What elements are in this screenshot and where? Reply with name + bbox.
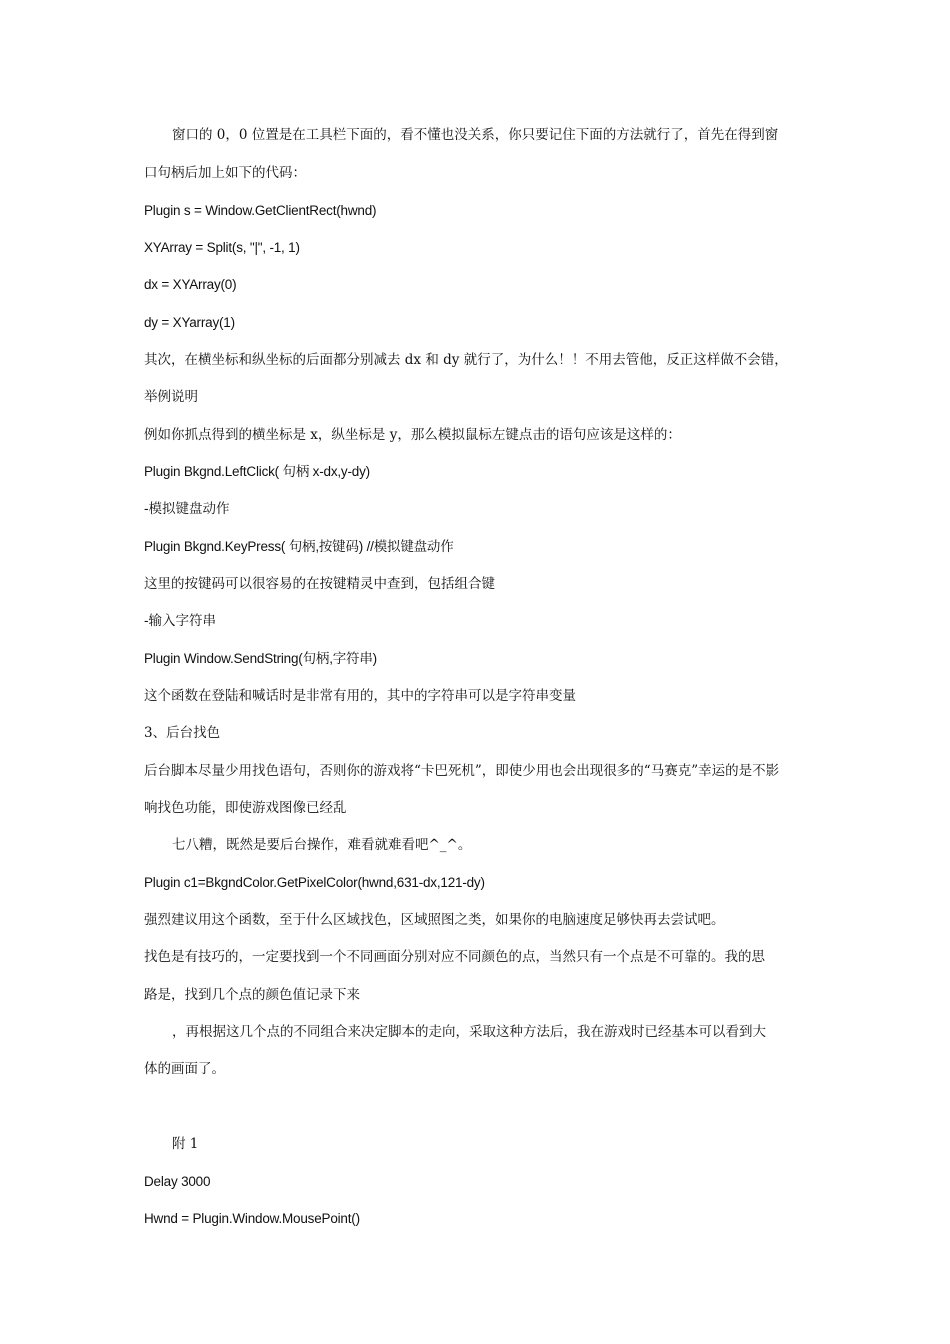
appendix-heading: 附 1 bbox=[172, 1136, 199, 1152]
code-line: Plugin Window.SendString(句柄,字符串) bbox=[144, 651, 377, 666]
paragraph-line: 路是，找到几个点的颜色值记录下来 bbox=[144, 987, 360, 1003]
paragraph-line: 响找色功能，即使游戏图像已经乱 bbox=[144, 800, 347, 816]
paragraph-line: 这个函数在登陆和喊话时是非常有用的，其中的字符串可以是字符串变量 bbox=[144, 688, 576, 704]
paragraph-line: 窗口的 0，0 位置是在工具栏下面的，看不懂也没关系，你只要记住下面的方法就行了，首先在得到窗 bbox=[172, 127, 779, 143]
code-line: XYArray = Split(s, "|", -1, 1) bbox=[144, 240, 300, 255]
code-line: Plugin Bkgnd.KeyPress( 句柄,按键码) //模拟键盘动作 bbox=[144, 539, 454, 554]
code-line: dx = XYArray(0) bbox=[144, 277, 237, 292]
paragraph-line: 找色是有技巧的，一定要找到一个不同画面分别对应不同颜色的点，当然只有一个点是不可靠的。我的思 bbox=[144, 949, 765, 965]
code-line: Plugin s = Window.GetClientRect(hwnd) bbox=[144, 203, 377, 218]
code-line: Delay 3000 bbox=[144, 1174, 211, 1189]
paragraph-line: ，再根据这几个点的不同组合来决定脚本的走向，采取这种方法后，我在游戏时已经基本可以看到大 bbox=[172, 1024, 766, 1040]
paragraph-line: 体的画面了。 bbox=[144, 1061, 225, 1077]
section-heading: 3、后台找色 bbox=[144, 725, 221, 741]
paragraph-line: 例如你抓点得到的横坐标是 x，纵坐标是 y，那么模拟鼠标左键点击的语句应该是这样的： bbox=[144, 427, 681, 443]
paragraph-line: 七八糟，既然是要后台操作，难看就难看吧^_^。 bbox=[172, 837, 472, 853]
paragraph-line: -模拟键盘动作 bbox=[144, 501, 230, 517]
code-line: Plugin Bkgnd.LeftClick( 句柄 x-dx,y-dy) bbox=[144, 464, 370, 479]
paragraph-line: 后台脚本尽量少用找色语句，否则你的游戏将“卡巴死机”，即使少用也会出现很多的“马赛克”幸运的是不影 bbox=[144, 763, 780, 779]
paragraph-line: 其次，在横坐标和纵坐标的后面都分别减去 dx 和 dy 就行了，为什么！！不用去管他，反正这样做不会错， bbox=[144, 352, 788, 368]
code-line: Hwnd = Plugin.Window.MousePoint() bbox=[144, 1211, 360, 1226]
paragraph-line: 这里的按键码可以很容易的在按键精灵中查到，包括组合键 bbox=[144, 576, 495, 592]
paragraph-line: -输入字符串 bbox=[144, 613, 217, 629]
paragraph-line: 举例说明 bbox=[144, 389, 198, 405]
paragraph-line: 口句柄后加上如下的代码： bbox=[144, 165, 306, 181]
code-line: Plugin c1=BkgndColor.GetPixelColor(hwnd,631-dx,121-dy) bbox=[144, 875, 485, 890]
paragraph-line: 强烈建议用这个函数，至于什么区域找色，区域照图之类，如果你的电脑速度足够快再去尝试吧。 bbox=[144, 912, 725, 928]
code-line: dy = XYarray(1) bbox=[144, 315, 235, 330]
